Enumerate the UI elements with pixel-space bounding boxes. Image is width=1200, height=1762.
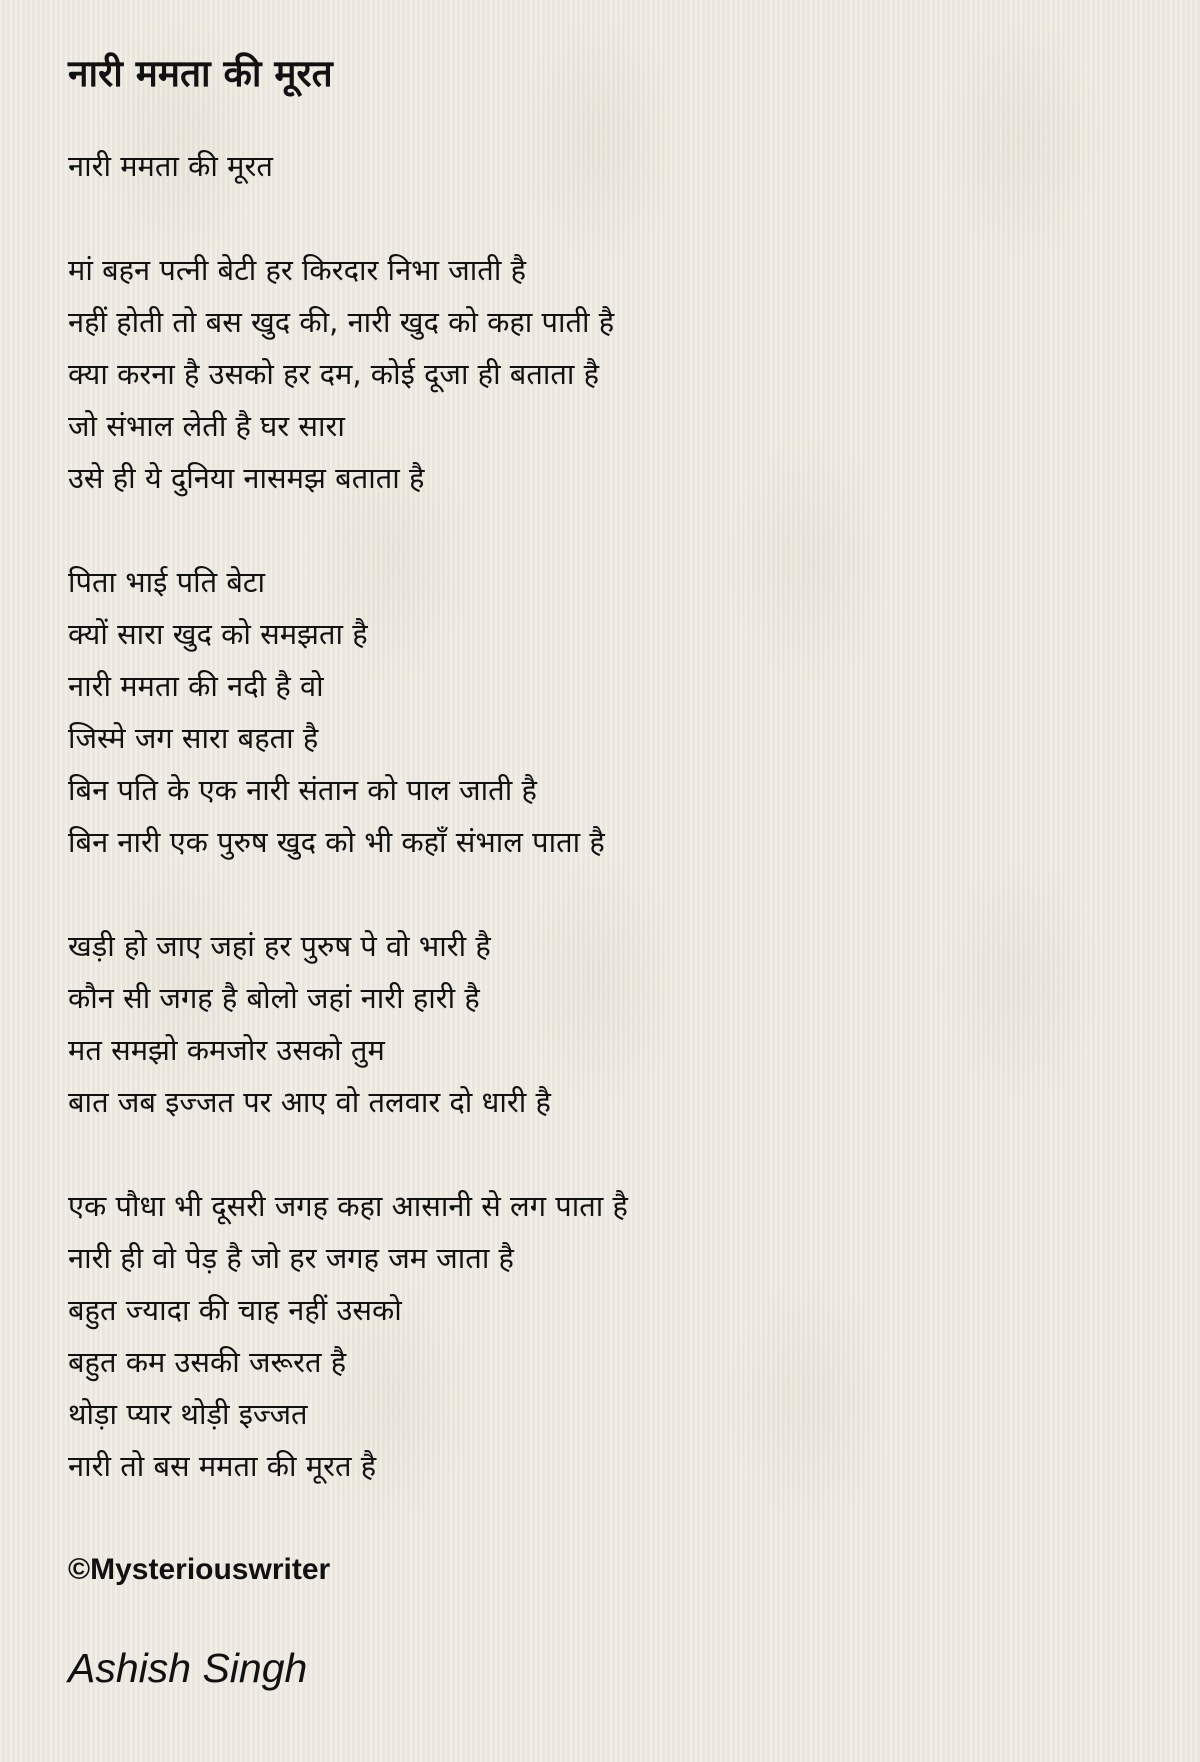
- poem-line: थोड़ा प्यार थोड़ी इज्जत: [68, 1397, 308, 1431]
- poem-line: बहुत कम उसकी जरूरत है: [68, 1345, 347, 1379]
- poem-line: मां बहन पत्नी बेटी हर किरदार निभा जाती है: [68, 253, 526, 287]
- poem-heading-block: [68, 140, 1148, 192]
- poem-line: क्या करना है उसको हर दम, कोई दूजा ही बताता है: [68, 357, 600, 391]
- poem-line: मत समझो कमजोर उसको तुम: [68, 1033, 385, 1067]
- poem-line: नारी ही वो पेड़ है जो हर जगह जम जाता है: [68, 1241, 514, 1275]
- poem-line: एक पौधा भी दूसरी जगह कहा आसानी से लग पाता है: [68, 1189, 628, 1223]
- poem-line: जो संभाल लेती है घर सारा: [68, 409, 345, 443]
- poem-line: नारी ममता की नदी है वो: [68, 669, 324, 703]
- author-name: Ashish Singh: [68, 1645, 308, 1691]
- stanza-4: [68, 1180, 1148, 1492]
- copyright-notice: ©Mysteriouswriter: [68, 1553, 331, 1586]
- poem-body: [68, 140, 1148, 1492]
- poem-line: खड़ी हो जाए जहां हर पुरुष पे वो भारी है: [68, 929, 491, 963]
- poem-line: जिस्मे जग सारा बहता है: [68, 721, 319, 755]
- poem-line: बिन पति के एक नारी संतान को पाल जाती है: [68, 773, 537, 807]
- poem-line: बहुत ज्यादा की चाह नहीं उसको: [68, 1293, 402, 1327]
- poem-line: बात जब इज्जत पर आए वो तलवार दो धारी है: [68, 1085, 551, 1119]
- poem-line: नहीं होती तो बस खुद की, नारी खुद को कहा पाती है: [68, 305, 615, 339]
- poem-page: [68, 48, 1148, 1698]
- poem-line: बिन नारी एक पुरुष खुद को भी कहाँ संभाल पाता है: [68, 825, 605, 859]
- poem-line: पिता भाई पति बेटा: [68, 565, 266, 599]
- poem-line: नारी तो बस ममता की मूरत है: [68, 1449, 377, 1483]
- poem-line: क्यों सारा खुद को समझता है: [68, 617, 368, 651]
- poem-line: उसे ही ये दुनिया नासमझ बताता है: [68, 461, 425, 495]
- poem-line: कौन सी जगह है बोलो जहां नारी हारी है: [68, 981, 480, 1015]
- poem-heading: नारी ममता की मूरत: [68, 149, 273, 183]
- stanza-1: [68, 244, 1148, 504]
- stanza-2: [68, 556, 1148, 868]
- stanza-3: [68, 920, 1148, 1128]
- poem-title: नारी ममता की मूरत: [68, 52, 333, 95]
